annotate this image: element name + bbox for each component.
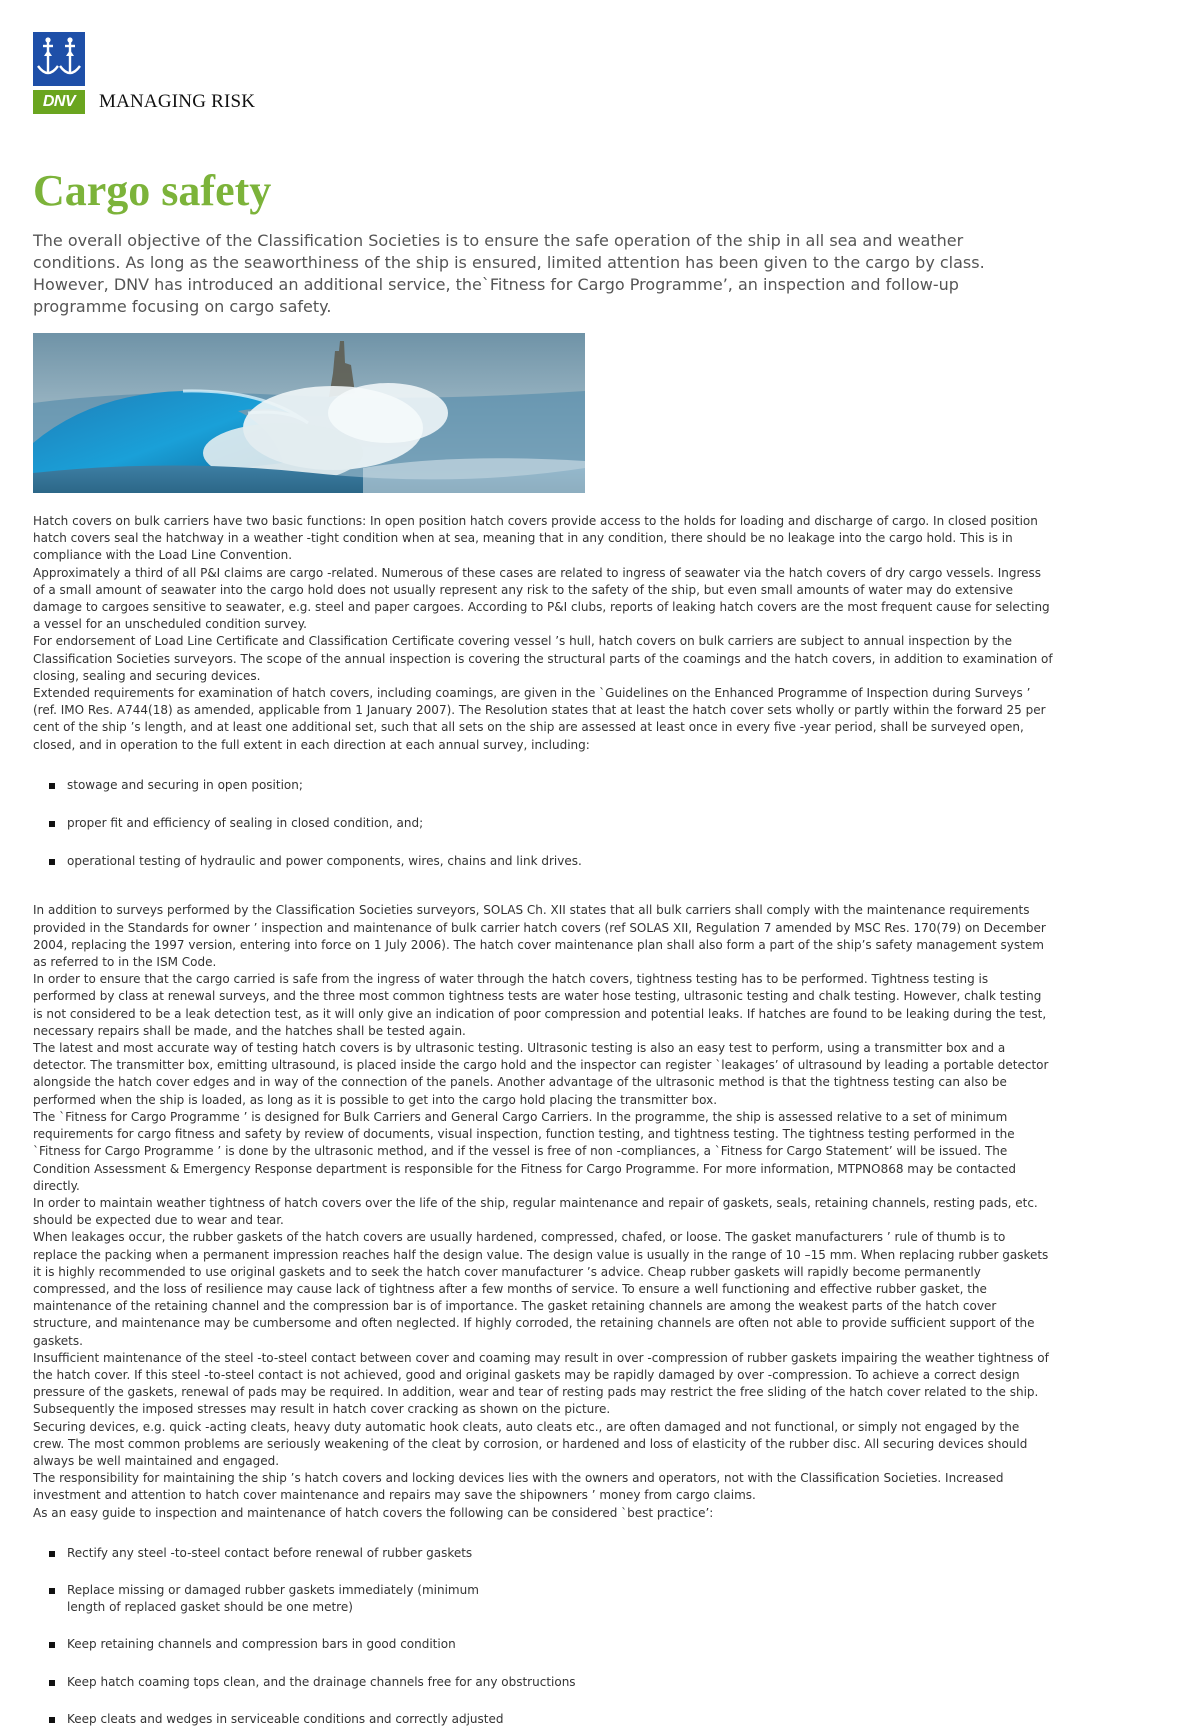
page-title: Cargo safety: [33, 166, 272, 215]
body-paragraph: In order to maintain weather tightness of hatch covers over the life of the ship, regular maintenance and repair of gaskets, seals, retaining channels, resting pads, etc. should be expected due to wear and tear.: [33, 1195, 1038, 1228]
body-paragraph: As an easy guide to inspection and maintenance of hatch covers the following can be considered `best practice’:: [33, 1505, 714, 1520]
body-paragraph: Securing devices, e.g. quick -acting cleats, heavy duty automatic hook cleats, auto cleats etc., are often damaged and not functional, or simply not engaged by the crew. The most common problems are seriously weakening of the cleat by corrosion, or hardened and loss of elasticity of the rubber disc. All securing devices should always be well maintained and engaged.: [33, 1419, 1028, 1468]
stormy-sea-ship-photo: [33, 333, 585, 493]
body-paragraph: Extended requirements for examination of hatch covers, including coamings, are given in the `Guidelines on the Enhanced Programme of Inspection during Surveys ’ (ref. IMO Res. A744(18) as amended, applicable from 1 January 2007). The Resolution states that at least the hatch cover sets wholly or partly within the forward 25 per cent of the ship ’s length, and at least one additional set, such that all sets on the ship are assessed at least once in every five -year period, shall be surveyed open, closed, and in operation to the full extent in each direction at each annual survey, including:: [33, 686, 1046, 752]
body-paragraph: For endorsement of Load Line Certificate and Classification Certificate covering vessel ’s hull, hatch covers on bulk carriers are subject to annual inspection by the Classification Societies surveyors. The scope of the annual inspection is covering the structural parts of the coamings and the hatch covers, in addition to examination of closing, sealing and securing devices.: [33, 634, 1053, 683]
body-paragraph: Insufficient maintenance of the steel -to-steel contact between cover and coaming may result in over -compression of rubber gaskets impairing the weather tightness of the hatch cover. If this steel -to-steel contact is not achieved, good and original gaskets may be rapidly damaged by over -compression. To achieve a correct design pressure of the gaskets, renewal of pads may be required. In addition, wear and tear of resting pads may restrict the free sliding of the hatch cover related to the ship. Subsequently the imposed stresses may result in hatch cover cracking as shown on the picture.: [33, 1350, 1049, 1417]
list-item: operational testing of hydraulic and power components, wires, chains and link drives.: [33, 853, 1053, 870]
body-paragraph: The `Fitness for Cargo Programme ’ is designed for Bulk Carriers and General Cargo Carriers. In the programme, the ship is assessed relative to a set of minimum requirements for cargo fitness and safety by review of documents, visual inspection, function testing, and tightness testing. The tightness testing performed in the `Fitness for Cargo Programme ’ is done by the ultrasonic method, and if the vessel is free of non -compliances, a `Fitness for Cargo Statement’ will be issued. The Condition Assessment & Emergency Response department is responsible for the Fitness for Cargo Programme. For more information, MTPNO868 may be contacted directly.: [33, 1109, 1016, 1193]
body-paragraph: In order to ensure that the cargo carried is safe from the ingress of water through the hatch covers, tightness testing has to be performed. Tightness testing is performed by class at renewal surveys, and the three most common tightness tests are water hose testing, ultrasonic testing and chalk testing. However, chalk testing is not considered to be a leak detection test, as it will only give an indication of poor compression and potential leaks. If hatches are found to be leaking during the test, necessary repairs shall be made, and the hatches shall be tested again.: [33, 972, 1047, 1038]
body-paragraph: The latest and most accurate way of testing hatch covers is by ultrasonic testing. Ultrasonic testing is also an easy test to perform, using a transmitter box and a detector. The transmitter box, emitting ultrasound, is placed inside the cargo hold and the inspector can register `leakages’ of ultrasound by leading a portable detector alongside the hatch cover edges and in way of the connection of the panels. Another advantage of the ultrasonic method is that the tightness testing can also be performed when the ship is loaded, as long as it is possible to get into the cargo hold placing the transmitter box.: [33, 1041, 1049, 1107]
ship-emblem-icon: [33, 32, 85, 86]
body-paragraph: The responsibility for maintaining the ship ’s hatch covers and locking devices lies with the owners and operators, not with the Classification Societies. Increased investment and attention to hatch cover maintenance and repairs may save the shipowners ’ money from cargo claims.: [33, 1471, 1004, 1503]
list-item: Replace missing or damaged rubber gaskets immediately (minimum length of replaced gasket should be one metre): [33, 1582, 497, 1616]
intro-paragraph: The overall objective of the Classification Societies is to ensure the safe operation of the ship in all sea and weather conditions. As long as the seaworthiness of the ship is ensured, limited attention has been given to the cargo by class. However, DNV has introduced an additional service, the`Fitness for Cargo Programme’, an inspection and follow-up programme focusing on cargo safety.: [33, 231, 985, 316]
document-page: [33, 32, 1053, 1728]
best-practice-list: [33, 1545, 1053, 1728]
list-item: Keep cleats and wedges in serviceable conditions and correctly adjusted: [33, 1711, 1053, 1728]
list-item: proper fit and efficiency of sealing in closed condition, and;: [33, 815, 1053, 832]
article-body: [33, 513, 1053, 1728]
body-paragraph: In addition to surveys performed by the Classification Societies surveyors, SOLAS Ch. XII states that all bulk carriers shall comply with the maintenance requirements provided in the Standards for owner ’ inspection and maintenance of bulk carrier hatch covers (ref SOLAS XII, Regulation 7 amended by MSC Res. 170(79) on December 2004, replacing the 1997 version, entering into force on 1 July 2006). The hatch cover maintenance plan shall also form a part of the ship’s safety management system as referred to in the ISM Code.: [33, 903, 1046, 970]
logo-tagline: MANAGING RISK: [99, 91, 256, 112]
dnv-logo: [33, 32, 1053, 116]
body-paragraph: Hatch covers on bulk carriers have two basic functions: In open position hatch covers provide access to the holds for loading and discharge of cargo. In closed position hatch covers seal the hatchway in a weather -tight condition when at sea, meaning that in any condition, there should be no leakage into the cargo hold. This is in compliance with the Load Line Convention.: [33, 514, 1038, 563]
list-item: Keep hatch coaming tops clean, and the drainage channels free for any obstructions: [33, 1674, 1053, 1691]
list-item: Keep retaining channels and compression bars in good condition: [33, 1636, 1053, 1653]
body-paragraph: When leakages occur, the rubber gaskets of the hatch covers are usually hardened, compressed, chafed, or loose. The gasket manufacturers ’ rule of thumb is to replace the packing when a permanent impression reaches half the design value. The design value is usually in the range of 10 –15 mm. When replacing rubber gaskets it is highly recommended to use original gaskets and to seek the hatch cover manufacturer ’s advice. Cheap rubber gaskets will rapidly become permanently compressed, and the loss of resilience may cause lack of tightness after a few months of service. To ensure a well functioning and effective rubber gasket, the maintenance of the retaining channel and the compression bar is of importance. The gasket retaining channels are among the weakest parts of the hatch cover structure, and maintenance may be cumbersome and often neglected. If highly corroded, the retaining channels are often not able to provide sufficient support of the gaskets.: [33, 1230, 1049, 1348]
logo-badge: DNV: [33, 90, 85, 114]
annual-survey-list: [33, 777, 1053, 871]
body-paragraph: Approximately a third of all P&I claims are cargo -related. Numerous of these cases are related to ingress of seawater via the hatch covers of dry cargo vessels. Ingress of a small amount of seawater into the cargo hold does not usually represent any risk to the safety of the ship, but even small amounts of water may do extensive damage to cargoes sensitive to seawater, e.g. steel and paper cargoes. According to P&I clubs, reports of leaking hatch covers are the most frequent cause for selecting a vessel for an unscheduled condition survey.: [33, 565, 1050, 632]
list-item: stowage and securing in open position;: [33, 777, 1053, 794]
list-item: Rectify any steel -to-steel contact before renewal of rubber gaskets: [33, 1545, 1053, 1562]
